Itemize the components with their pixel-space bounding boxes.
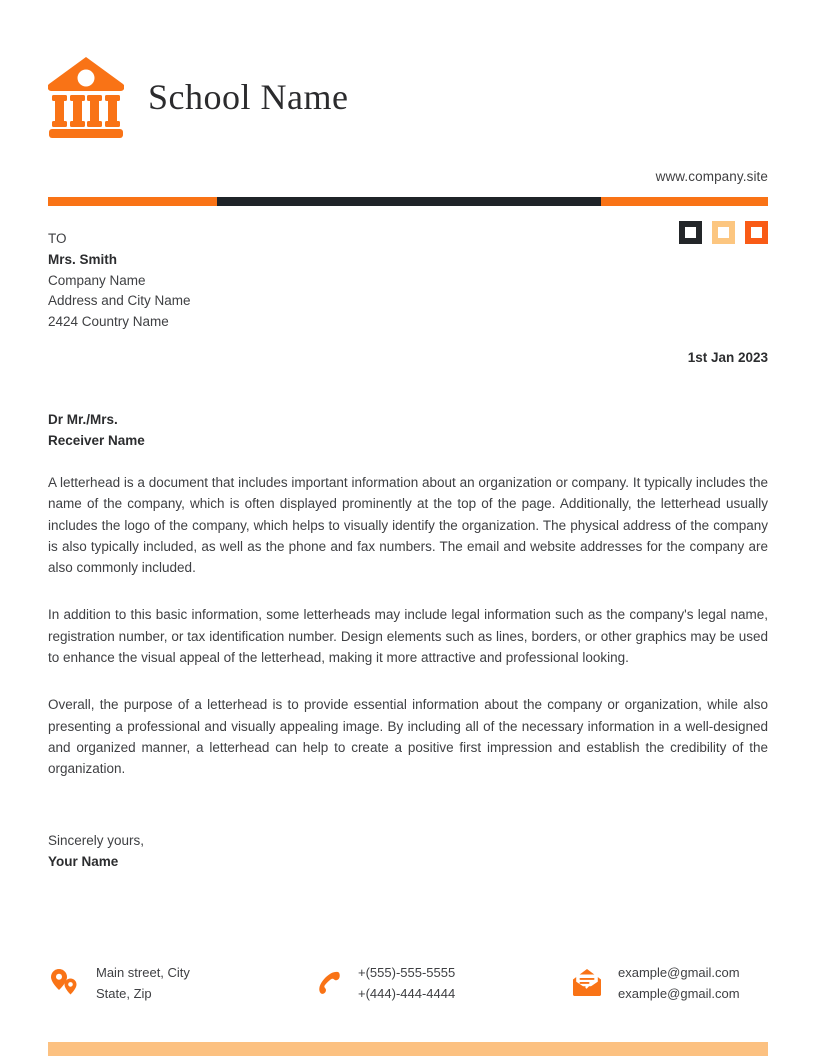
signoff-closing: Sincerely yours, [48, 833, 145, 848]
address-lines [96, 962, 190, 1004]
phone-icon [310, 966, 344, 1000]
email-lines [618, 962, 740, 1004]
body-paragraph-2: In addition to this basic information, some letterheads may include legal information such as the company's legal name, registration number, or tax identification number. Design elements such as lines, borders, or other graphics may be used to enhance the visual appeal of the letterhead, making it more attractive and professional looking. [48, 607, 768, 666]
brand-title: School Name [148, 77, 349, 117]
square-accents [679, 221, 768, 244]
map-pin-icon [48, 966, 82, 1000]
footer-contacts [48, 962, 768, 1004]
recipient-company: Company Name [48, 272, 146, 288]
address-line-1: Main street, City [96, 965, 190, 980]
recipient-address: Address and City Name [48, 293, 191, 309]
header-divider [48, 197, 768, 206]
body-paragraph-1: A letterhead is a document that includes important information about an organization or company. It typically includes the name of the company, which is often displayed prominently at the top of the page. Additionally, the letterhead usually includes the logo of the company, which helps to visually identify the organization. The physical address of the company is also typically included, as well as the phone and fax numbers. The email and website addresses for the company are also commonly included. [48, 475, 768, 576]
phone-line-1: +(555)-555-5555 [358, 965, 456, 980]
divider-segment-dark [217, 197, 601, 206]
recipient-name: Mrs. Smith [48, 251, 118, 267]
salutation-line-1: Dr Mr./Mrs. [48, 412, 118, 427]
letterhead-header [48, 55, 348, 139]
bottom-accent-bar [48, 1042, 768, 1056]
phone-lines [358, 962, 455, 1004]
divider-segment-orange-right [601, 197, 768, 206]
letter-date: 1st Jan 2023 [687, 350, 768, 365]
recipient-label: TO [48, 231, 67, 246]
signoff-block [48, 830, 144, 872]
contact-phone [310, 962, 570, 1004]
salutation-line-2: Receiver Name [48, 432, 145, 448]
address-line-2: State, Zip [96, 986, 152, 1001]
body-paragraph-3: Overall, the purpose of a letterhead is to provide essential information about the company or organization, while also presenting a professional and visually appealing image. By including all of the necessary information in a well-designed and organized manner, a letterhead can help to create a positive first impression and establish the credibility of the organization. [48, 697, 768, 777]
square-dark-icon [679, 221, 702, 244]
envelope-icon [570, 966, 604, 1000]
square-peach-icon [712, 221, 735, 244]
email-line-1: example@gmail.com [618, 965, 740, 980]
website-text: www.company.site [655, 169, 768, 184]
signoff-name: Your Name [48, 854, 119, 869]
contact-email [570, 962, 768, 1004]
letter-body [48, 472, 768, 780]
square-orange-icon [745, 221, 768, 244]
email-line-2: example@gmail.com [618, 986, 740, 1001]
recipient-block [48, 229, 191, 333]
divider-segment-orange-left [48, 197, 217, 206]
salutation-block [48, 410, 145, 452]
contact-address [48, 962, 310, 1004]
phone-line-2: +(444)-444-4444 [358, 986, 456, 1001]
bank-building-icon [48, 55, 124, 139]
recipient-country: 2424 Country Name [48, 314, 169, 330]
